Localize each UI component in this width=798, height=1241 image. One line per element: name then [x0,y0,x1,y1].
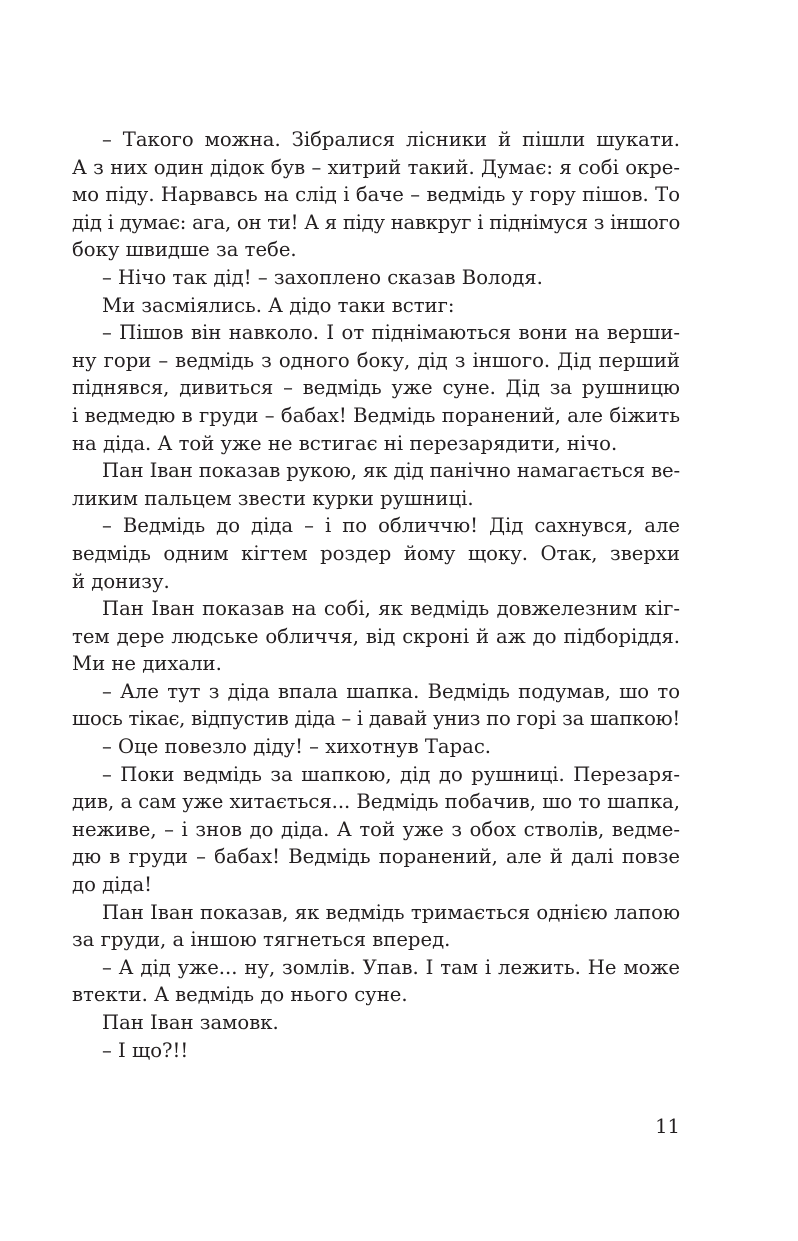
text-line: ведмідь одним кігтем роздер йому щоку. Отак, зверхи [72,541,680,565]
text-line: Пан Іван показав рукою, як дід панічно намагається ве- [102,459,680,483]
paragraph [72,899,680,954]
paragraph [72,595,680,678]
text-line: Пан Іван показав, як ведмідь тримається однією лапою [102,900,680,924]
text-line: шось тікає, відпустив діда – і давай униз по горі за шапкою! [72,707,680,731]
text-line: Ми засміялись. А дідо таки встиг: [102,293,455,317]
text-line: боку швидше за тебе. [72,238,297,262]
paragraph [72,1009,680,1037]
text-line: – Але тут з діда впала шапка. Ведмідь подумав, шо то [102,679,680,703]
page-body [72,126,680,1064]
text-line: див, а сам уже хитається... Ведмідь побачив, шо то шапка, [72,790,680,814]
text-line: – І що?!! [102,1038,189,1062]
paragraph [72,761,680,899]
text-line: – Нічо так дід! – захоплено сказав Володя. [102,265,543,289]
text-line: – Пішов він навколо. І от піднімаються вони на верши- [102,321,680,345]
text-line: дю в груди – бабах! Ведмідь поранений, але й далі повзе [72,845,680,869]
text-line: на діда. А той уже не встигає ні перезарядити, нічо. [72,431,618,455]
text-line: А з них один дідок був – хитрий такий. Думає: я собі окре- [72,155,680,179]
text-line: ликим пальцем звести курки рушниці. [72,486,474,510]
text-line: – А дід уже... ну, зомлів. Упав. І там і лежить. Не може [102,955,680,979]
paragraph [72,954,680,1009]
paragraph [72,457,680,512]
text-line: втекти. А ведмідь до нього суне. [72,983,408,1007]
text-line: – Оце повезло діду! – хихотнув Тарас. [102,735,492,759]
paragraph [72,319,680,457]
text-line: за груди, а іншою тягнеться вперед. [72,928,451,952]
text-line: тем дере людське обличчя, від скроні й аж до підборіддя. [72,624,680,648]
text-line: дід і думає: ага, он ти! А я піду навкруг і піднімуся з іншого [72,210,680,234]
paragraph [72,678,680,733]
page-number: 11 [655,1115,680,1138]
paragraph [72,126,680,264]
text-line: мо піду. Нарвавсь на слід і баче – ведмідь у гору пішов. То [72,183,680,207]
paragraph [72,733,680,761]
text-line: Ми не дихали. [72,652,222,676]
text-line: ну гори – ведмідь з одного боку, дід з іншого. Дід перший [72,348,680,372]
paragraph [72,264,680,292]
text-line: Пан Іван показав на собі, як ведмідь довжелезним кіг- [102,597,680,621]
text-line: – Поки ведмідь за шапкою, дід до рушниці. Перезаря- [102,762,680,786]
text-line: неживе, – і знов до діда. А той уже з обох стволів, ведме- [72,817,680,841]
paragraph [72,1037,680,1065]
paragraph [72,512,680,595]
text-line: до діда! [72,873,153,897]
paragraph [72,292,680,320]
text-line: й донизу. [72,569,170,593]
text-line: піднявся, дивиться – ведмідь уже суне. Дід за рушницю [72,376,680,400]
text-line: – Такого можна. Зібралися лісники й пішли шукати. [102,128,680,151]
text-line: – Ведмідь до діда – і по обличчю! Дід сахнувся, але [102,514,680,538]
text-line: Пан Іван замовк. [102,1011,279,1034]
text-line: і ведмедю в груди – бабах! Ведмідь поранений, але біжить [72,403,680,427]
